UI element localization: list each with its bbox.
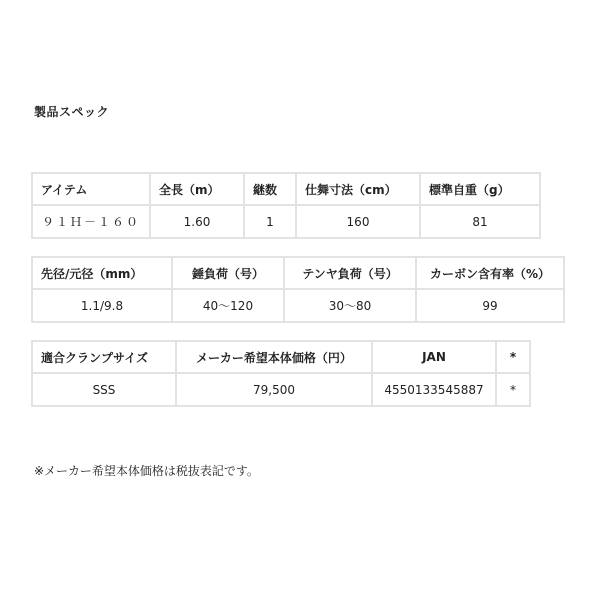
table-header-row: [32, 173, 540, 205]
cell-length: 1.60: [150, 205, 244, 238]
cell-diameter: 1.1/9.8: [32, 289, 172, 322]
header-asterisk: *: [496, 341, 530, 373]
header-closed-length: 仕舞寸法（cm）: [296, 173, 420, 205]
section-title: 製品スペック: [34, 105, 110, 119]
header-tenya-load: テンヤ負荷（号）: [284, 257, 416, 289]
header-item: アイテム: [32, 173, 150, 205]
cell-item: ９１Ｈ－１６０: [32, 205, 150, 238]
spec-table-price: [31, 340, 531, 407]
table-row: [32, 205, 540, 238]
spec-table-load: [31, 256, 565, 323]
header-pieces: 継数: [244, 173, 296, 205]
cell-carbon-content: 99: [416, 289, 564, 322]
table-row: [32, 289, 564, 322]
cell-closed-length: 160: [296, 205, 420, 238]
cell-sinker-load: 40〜120: [172, 289, 284, 322]
cell-weight: 81: [420, 205, 540, 238]
cell-jan: 4550133545887: [372, 373, 496, 406]
table-header-row: [32, 257, 564, 289]
header-length: 全長（m）: [150, 173, 244, 205]
header-weight: 標準自重（g）: [420, 173, 540, 205]
header-carbon-content: カーボン含有率（%）: [416, 257, 564, 289]
price-note: ※メーカー希望本体価格は税抜表記です。: [34, 464, 259, 478]
table-row: [32, 373, 530, 406]
header-sinker-load: 錘負荷（号）: [172, 257, 284, 289]
header-tip-butt-diameter: 先径/元径（mm）: [32, 257, 172, 289]
header-price: メーカー希望本体価格（円）: [176, 341, 372, 373]
header-jan: JAN: [372, 341, 496, 373]
table-header-row: [32, 341, 530, 373]
cell-pieces: 1: [244, 205, 296, 238]
cell-price: 79,500: [176, 373, 372, 406]
cell-asterisk: *: [496, 373, 530, 406]
header-clamp-size: 適合クランプサイズ: [32, 341, 176, 373]
cell-clamp-size: SSS: [32, 373, 176, 406]
spec-table-basic: [31, 172, 541, 239]
cell-tenya-load: 30〜80: [284, 289, 416, 322]
